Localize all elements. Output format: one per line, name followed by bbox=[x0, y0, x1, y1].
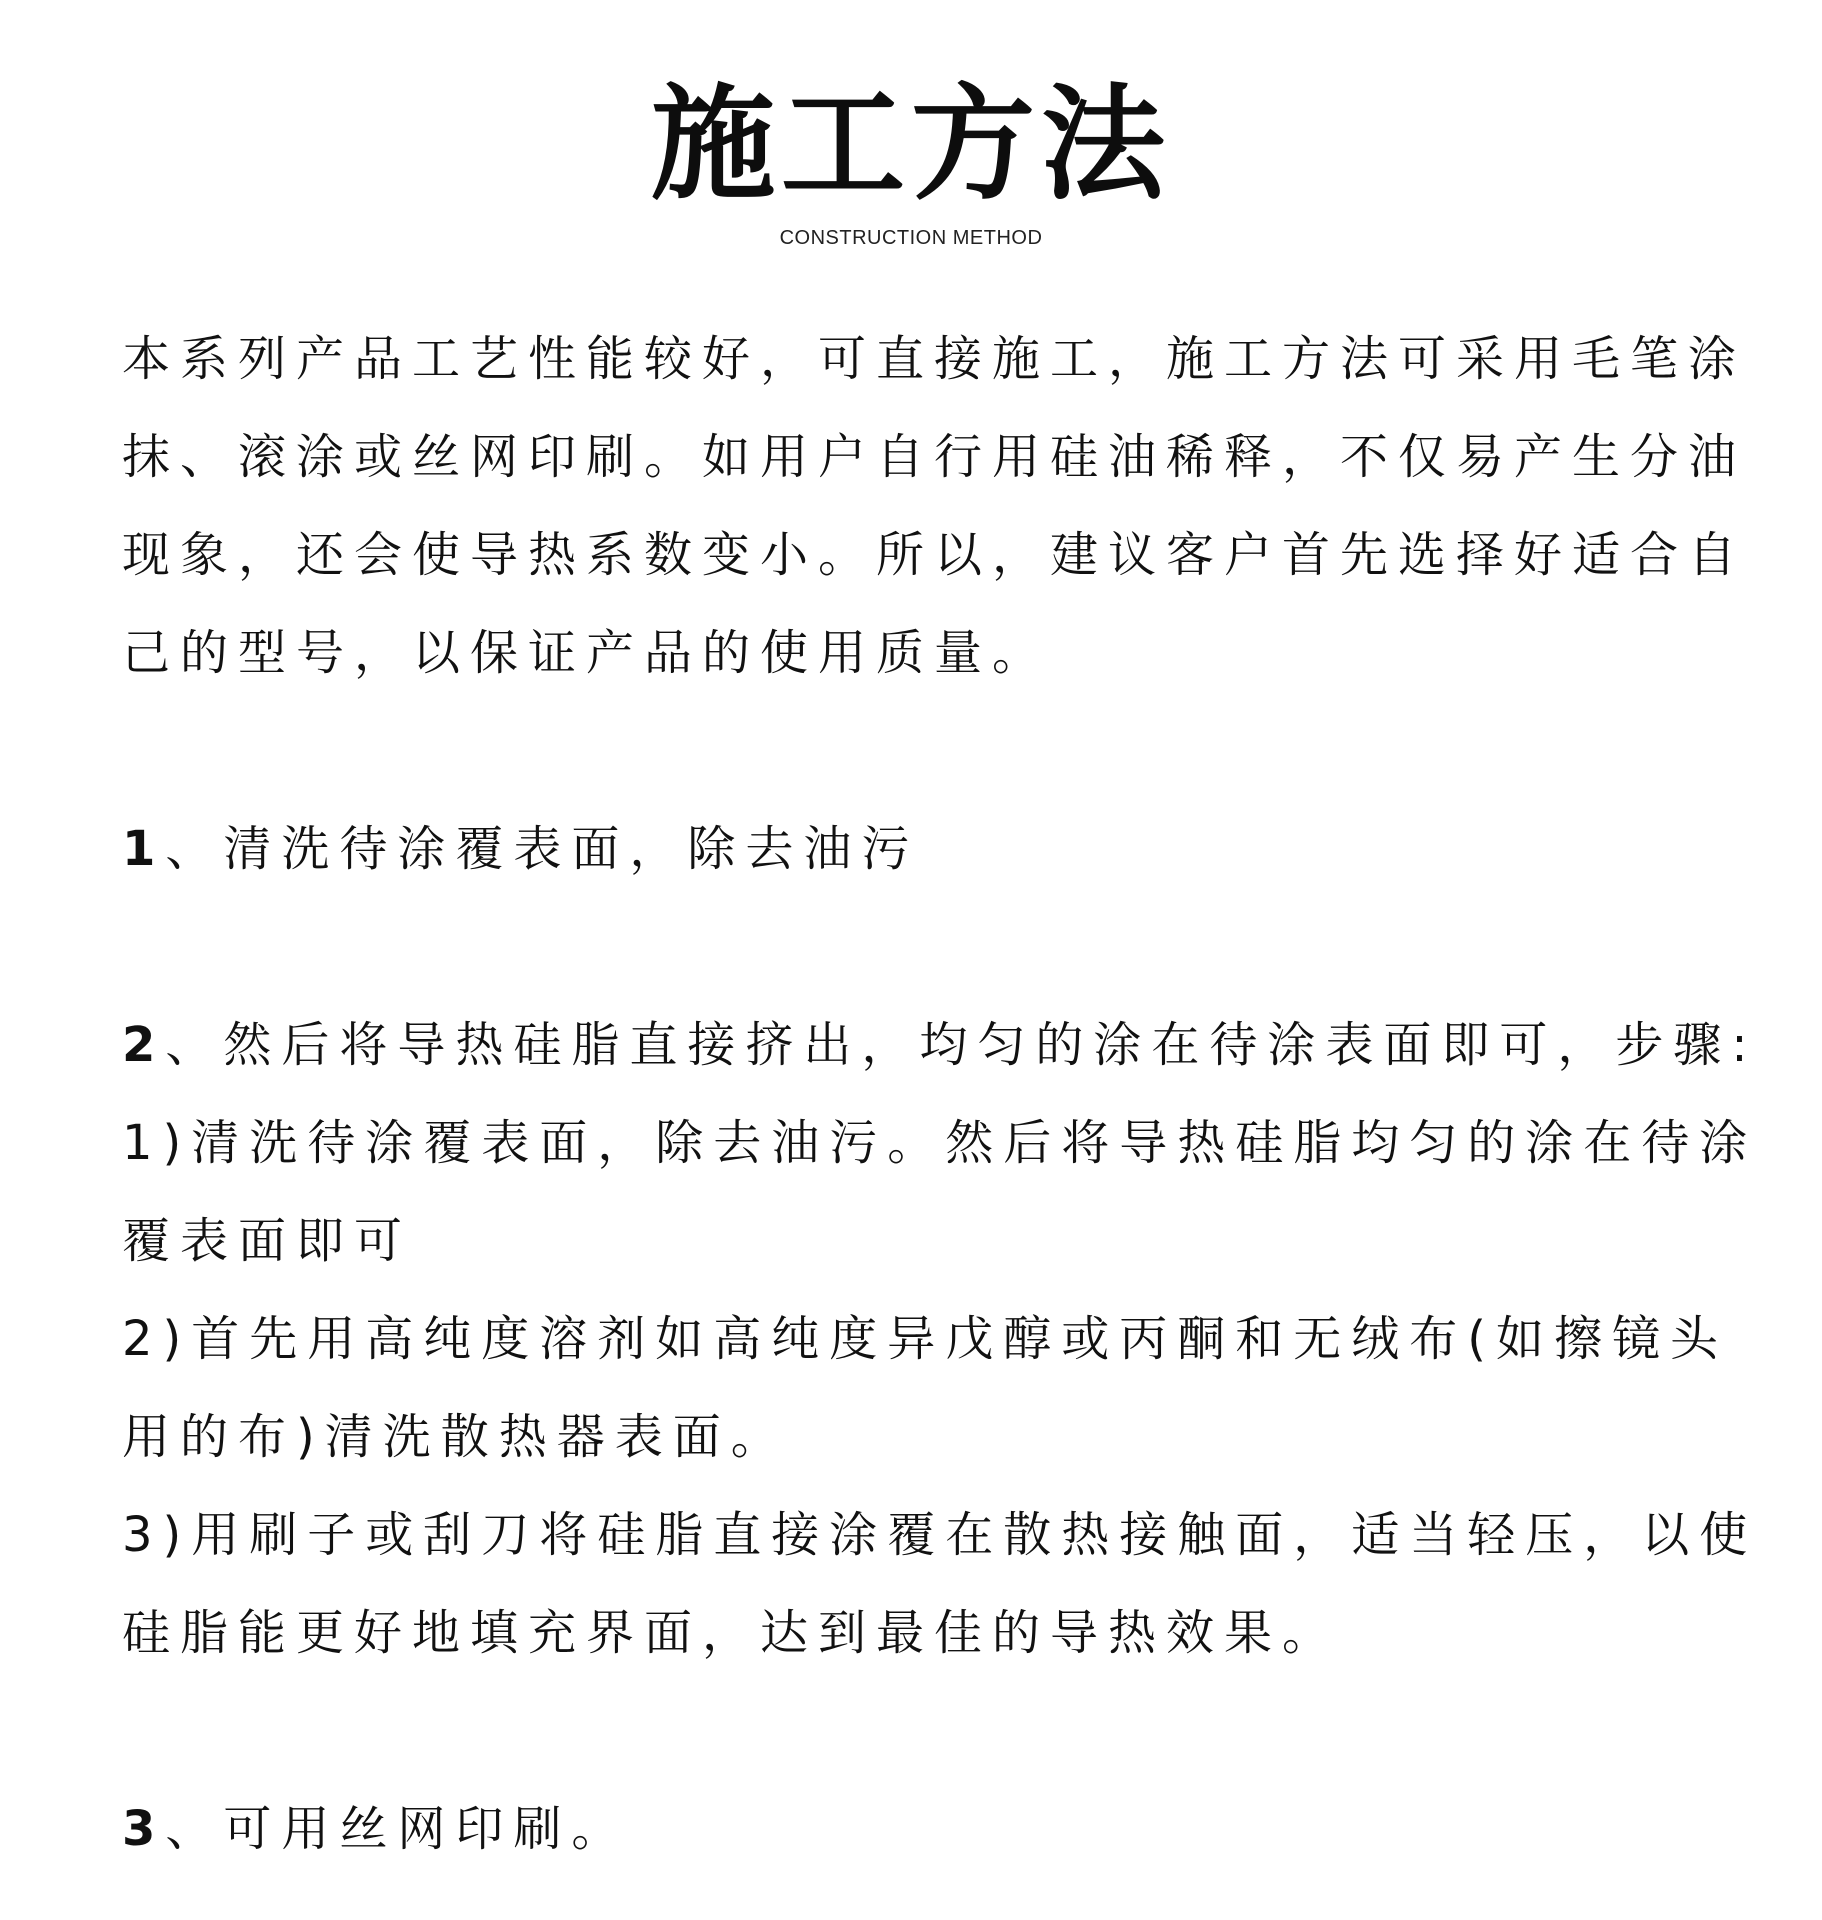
page-title: 施工方法 bbox=[650, 73, 1171, 217]
step-2-line: 硅脂能更好地填充界面，达到最佳的导热效果。 bbox=[122, 1605, 1341, 1661]
step-1 bbox=[122, 800, 1700, 898]
step-text: 、可用丝网印刷。 bbox=[165, 1801, 630, 1857]
step-2-line: 覆表面即可 bbox=[122, 1213, 413, 1269]
step-3 bbox=[122, 1780, 1700, 1878]
intro-line: 己的型号，以保证产品的使用质量。 bbox=[122, 625, 1051, 681]
step-2-line: 1)清洗待涂覆表面，除去油污。然后将导热硅脂均匀的涂在待涂 bbox=[122, 1115, 1758, 1171]
spacer bbox=[122, 898, 1700, 996]
page-subtitle: CONSTRUCTION METHOD bbox=[779, 227, 1043, 249]
intro-line: 本系列产品工艺性能较好，可直接施工，施工方法可采用毛笔涂 bbox=[122, 331, 1747, 387]
spacer bbox=[122, 702, 1700, 800]
step-2 bbox=[122, 996, 1758, 1094]
intro-line: 抹、滚涂或丝网印刷。如用户自行用硅油稀释，不仅易产生分油 bbox=[122, 429, 1747, 485]
step-text: 、清洗待涂覆表面，除去油污 bbox=[165, 821, 920, 877]
intro-line: 现象，还会使导热系数变小。所以，建议客户首先选择好适合自 bbox=[122, 527, 1747, 583]
step-number: 3 bbox=[122, 1801, 166, 1857]
page-header bbox=[0, 70, 1822, 250]
intro-paragraph bbox=[122, 310, 1747, 702]
step-text: 、然后将导热硅脂直接挤出，均匀的涂在待涂表面即可，步骤: bbox=[165, 1017, 1758, 1073]
step-number: 1 bbox=[122, 821, 166, 877]
step-2-line: 用的布)清洗散热器表面。 bbox=[122, 1409, 789, 1465]
step-number: 2 bbox=[122, 1017, 166, 1073]
main-content bbox=[122, 310, 1758, 1878]
spacer bbox=[122, 1682, 1700, 1780]
step-2-line: 3)用刷子或刮刀将硅脂直接涂覆在散热接触面，适当轻压，以使 bbox=[122, 1507, 1758, 1563]
step-2-line: 2)首先用高纯度溶剂如高纯度异戊醇或丙酮和无绒布(如擦镜头 bbox=[122, 1311, 1728, 1367]
